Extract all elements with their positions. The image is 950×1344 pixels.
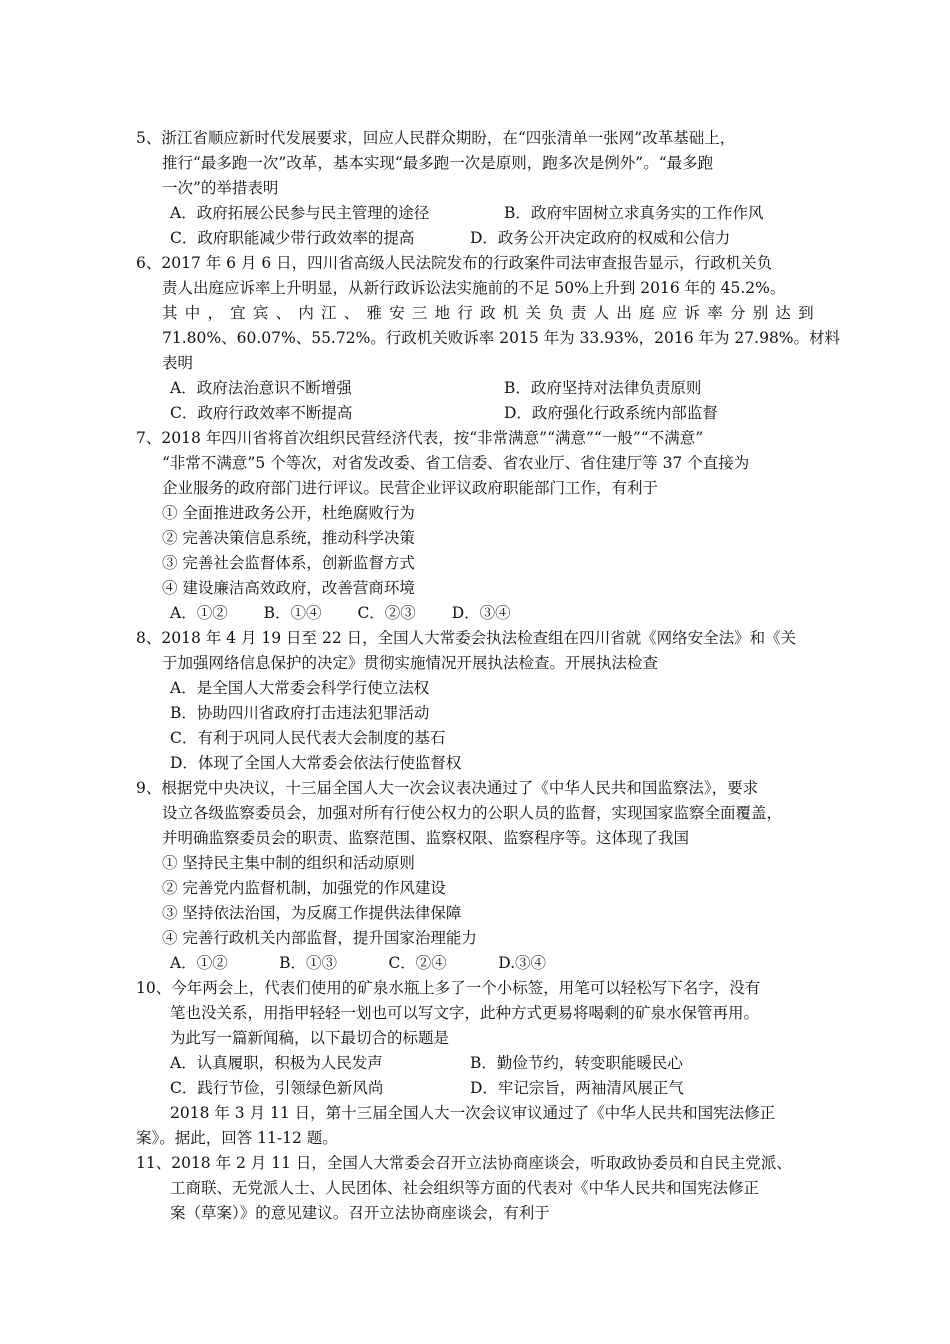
- q9-line-1: 9、根据党中央决议，十三届全国人大一次会议表决通过了《中华人民共和国监察法》，要求: [136, 779, 759, 797]
- intro-line-2: 案》。据此，回答 11-12 题。: [136, 1129, 338, 1147]
- q8-line-2: 于加强网络信息保护的决定》贯彻实施情况开展执法检查。开展执法检查: [162, 654, 659, 672]
- q5-option-b: B．政府牢固树立求真务实的工作作风: [504, 204, 764, 222]
- q5-option-c: C．政府职能减少带行政效率的提高: [170, 229, 415, 247]
- q7-line-2: “非常不满意”5 个等次，对省发改委、省工信委、省农业厅、省住建厅等 37 个直接为: [162, 454, 750, 472]
- q5-line-2: 推行“最多跑一次”改革，基本实现“最多跑一次是原则，跑多次是例外”。“最多跑: [162, 154, 714, 172]
- intro-line-1: 2018 年 3 月 11 日，第十三届全国人大一次会议审议通过了《中华人民共和国宪法修正: [170, 1104, 776, 1122]
- q6-line-5: 表明: [162, 354, 194, 372]
- q6-option-a: A．政府法治意识不断增强: [170, 379, 352, 397]
- q8-option-d: D．体现了全国人大常委会依法行使监督权: [170, 754, 462, 772]
- q9-options: A．①② B．①③ C．②④ D.③④: [170, 954, 547, 972]
- q7-statement-4: ④ 建设廉洁高效政府，改善营商环境: [162, 579, 415, 597]
- q7-line-3: 企业服务的政府部门进行评议。民营企业评议政府职能部门工作，有利于: [162, 479, 659, 497]
- q7-statement-1: ① 全面推进政务公开，杜绝腐败行为: [162, 504, 415, 522]
- q5-line-1: 5、浙江省顺应新时代发展要求，回应人民群众期盼，在“四张清单一张网”改革基础上，: [136, 129, 736, 147]
- q6-line-3: 其 中 ， 宜 宾 、 内 江 、 雅 安 三 地 行 政 机 关 负 责 人 出 庭 应 诉 率 分 别 达 到: [162, 304, 814, 322]
- q10-line-3: 为此写一篇新闻稿，以下最切合的标题是: [170, 1029, 450, 1047]
- q8-option-b: B．协助四川省政府打击违法犯罪活动: [170, 704, 430, 722]
- q11-line-1: 11、2018 年 2 月 11 日，全国人大常委会召开立法协商座谈会，听取政协委员和自民主党派、: [136, 1154, 792, 1172]
- q6-option-c: C．政府行政效率不断提高: [170, 404, 353, 422]
- q10-option-b: B．勤俭节约，转变职能暖民心: [470, 1054, 683, 1072]
- q10-option-a: A．认真履职，积极为人民发声: [170, 1054, 383, 1072]
- q7-line-1: 7、2018 年四川省将首次组织民营经济代表，按“非常满意”“满意”“一般”“不满意”: [136, 429, 704, 447]
- q9-line-2: 设立各级监察委员会，加强对所有行使公权力的公职人员的监督，实现国家监察全面覆盖，: [162, 804, 783, 822]
- q10-option-c: C．践行节俭，引领绿色新风尚: [170, 1079, 384, 1097]
- q5-line-3: 一次”的举措表明: [162, 179, 279, 197]
- q8-option-a: A．是全国人大常委会科学行使立法权: [170, 679, 430, 697]
- q8-line-1: 8、2018 年 4 月 19 日至 22 日，全国人大常委会执法检查组在四川省就《网络安全法》和《关: [136, 629, 797, 647]
- q6-option-b: B．政府坚持对法律负责原则: [504, 379, 702, 397]
- q6-line-2: 责人出庭应诉率上升明显，从新行政诉讼法实施前的不足 50%上升到 2016 年的 45.2%。: [162, 279, 786, 297]
- q7-statement-2: ② 完善决策信息系统，推动科学决策: [162, 529, 415, 547]
- q7-statement-3: ③ 完善社会监督体系，创新监督方式: [162, 554, 415, 572]
- q5-option-a: A．政府拓展公民参与民主管理的途径: [170, 204, 430, 222]
- q6-line-1: 6、2017 年 6 月 6 日，四川省高级人民法院发布的行政案件司法审查报告显示，行政机关负: [136, 254, 773, 272]
- q9-statement-1: ① 坚持民主集中制的组织和活动原则: [162, 854, 415, 872]
- q11-line-3: 案（草案）》的意见建议。召开立法协商座谈会，有利于: [170, 1204, 550, 1222]
- q10-option-d: D．牢记宗旨，两袖清风展正气: [470, 1079, 684, 1097]
- q6-option-d: D．政府强化行政系统内部监督: [504, 404, 718, 422]
- q9-statement-2: ② 完善党内监督机制，加强党的作风建设: [162, 879, 446, 897]
- q9-line-3: 并明确监察委员会的职责、监察范围、监察权限、监察程序等。这体现了我国: [162, 829, 690, 847]
- q9-statement-4: ④ 完善行政机关内部监督，提升国家治理能力: [162, 929, 477, 947]
- q10-line-2: 笔也没关系，用指甲轻轻一划也可以写文字，此种方式更易将喝剩的矿泉水保管再用。: [170, 1004, 760, 1022]
- q8-option-c: C．有利于巩同人民代表大会制度的基石: [170, 729, 446, 747]
- q9-statement-3: ③ 坚持依法治国，为反腐工作提供法律保障: [162, 904, 462, 922]
- q5-option-d: D．政务公开决定政府的权威和公信力: [470, 229, 731, 247]
- q11-line-2: 工商联、无党派人士、人民团体、社会组织等方面的代表对《中华人民共和国宪法修正: [170, 1179, 760, 1197]
- q10-line-1: 10、今年两会上，代表们使用的矿泉水瓶上多了一个小标签，用笔可以轻松写下名字，没有: [136, 979, 761, 997]
- q7-options: A．①② B．①④ C．②③ D．③④: [170, 604, 511, 622]
- q6-line-4: 71.80%、60.07%、55.72%。行政机关败诉率 2015 年为 33.93%，2016 年为 27.98%。材料: [162, 329, 841, 347]
